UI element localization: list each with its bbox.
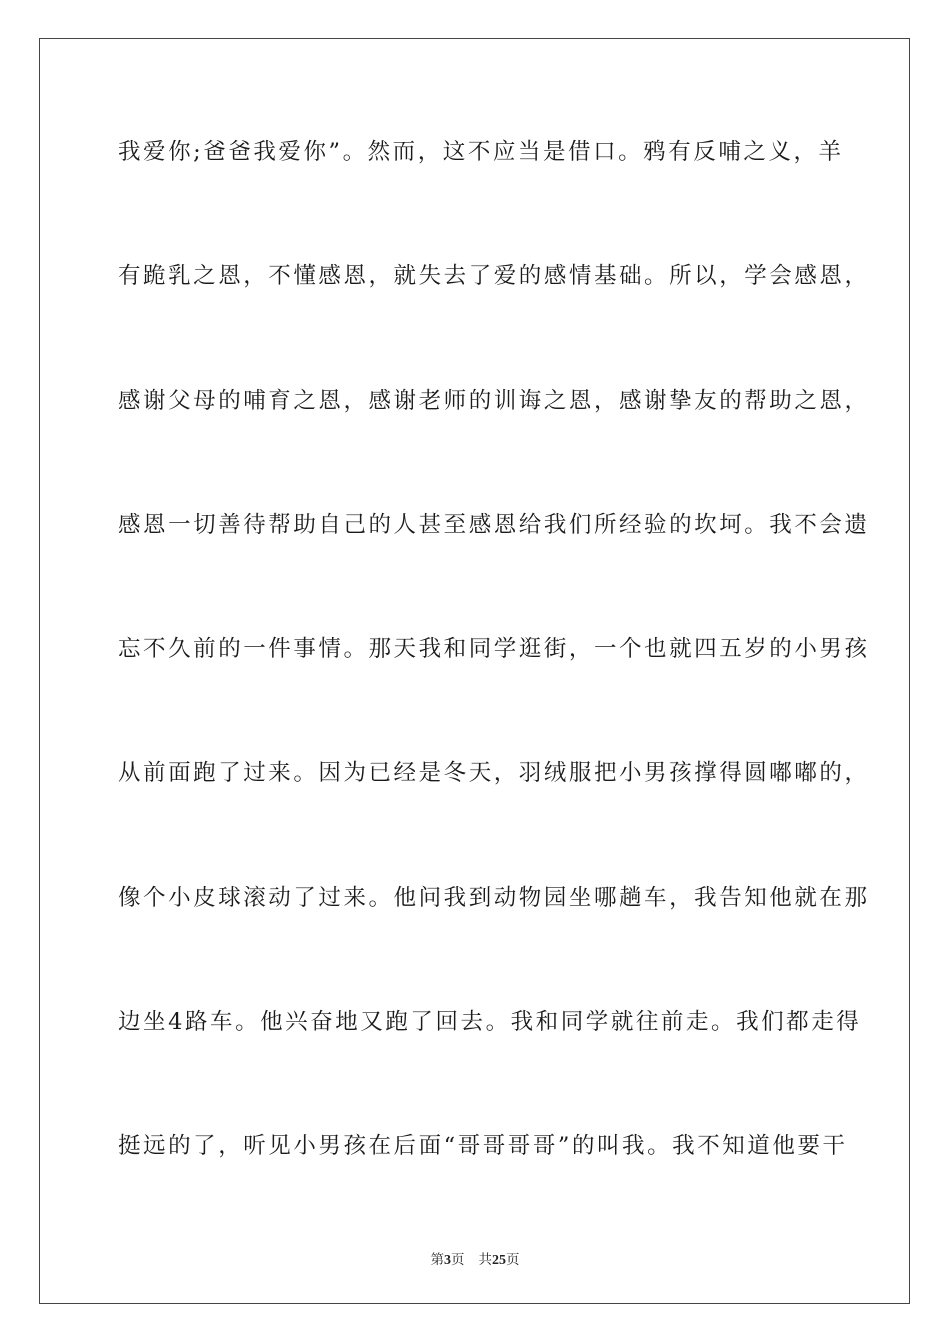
total-prefix: 共	[478, 1252, 492, 1268]
text-line-2: 有跪乳之恩，不懂感恩，就失去了爱的感情基础。所以，学会感恩，	[118, 263, 870, 290]
text-line-7: 像个小皮球滚动了过来。他问我到动物园坐哪趟车，我告知他就在那	[118, 884, 870, 911]
text-line-1: 我爱你;爸爸我爱你”。然而，这不应当是借口。鸦有反哺之义，羊	[118, 139, 844, 165]
page-footer	[0, 1248, 950, 1269]
page-number: 3	[444, 1253, 451, 1268]
total-pages: 25	[492, 1253, 506, 1268]
page-suffix: 页	[451, 1252, 465, 1268]
total-suffix: 页	[506, 1252, 520, 1268]
document-body	[118, 124, 870, 1243]
text-line-8: 边坐4路车。他兴奋地又跑了回去。我和同学就往前走。我们都走得	[118, 1009, 862, 1036]
text-line-9: 挺远的了，听见小男孩在后面“哥哥哥哥”的叫我。我不知道他要干	[118, 1133, 848, 1160]
text-line-5: 忘不久前的一件事情。那天我和同学逛街，一个也就四五岁的小男孩	[118, 636, 870, 663]
text-line-4: 感恩一切善待帮助自己的人甚至感恩给我们所经验的坎坷。我不会遗	[118, 511, 870, 538]
text-line-6: 从前面跑了过来。因为已经是冬天，羽绒服把小男孩撑得圆嘟嘟的，	[118, 760, 870, 787]
page-prefix: 第	[430, 1252, 444, 1268]
text-line-3: 感谢父母的哺育之恩，感谢老师的训诲之恩，感谢挚友的帮助之恩，	[118, 387, 870, 414]
